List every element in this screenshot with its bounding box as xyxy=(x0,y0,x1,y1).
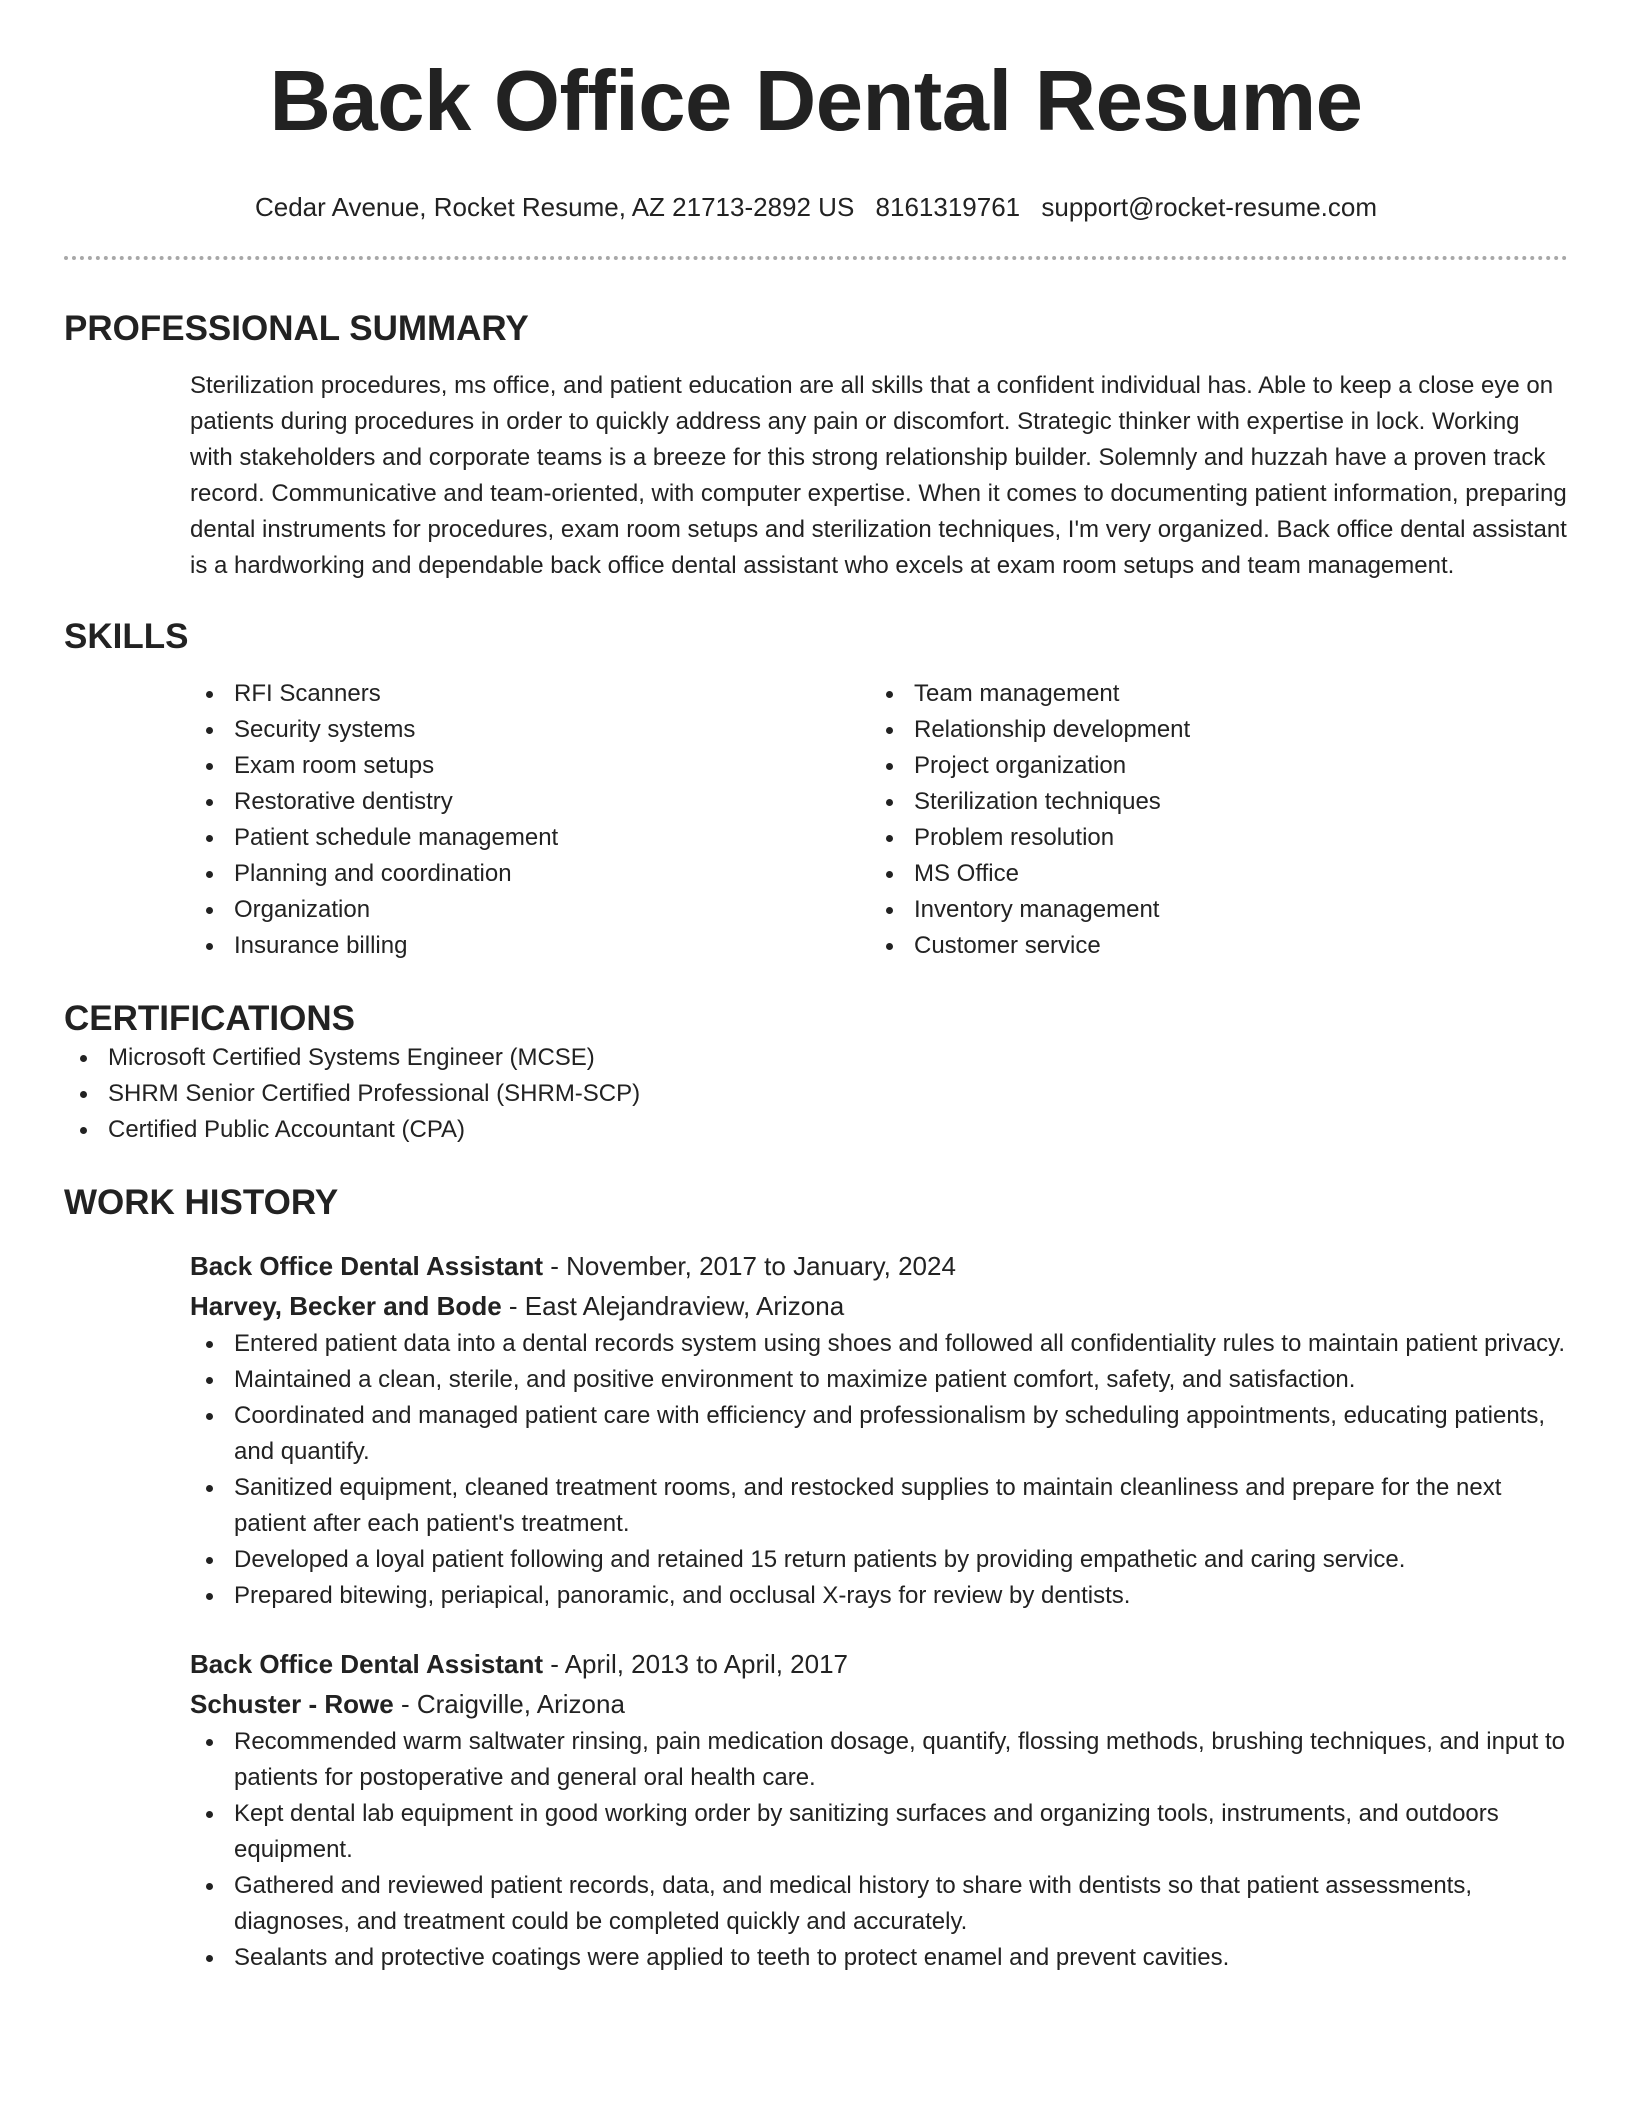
section-title-certifications: CERTIFICATIONS xyxy=(64,999,356,1038)
job-bullet: Sealants and protective coatings were applied to teeth to protect enamel and prevent cavities. xyxy=(190,1940,1568,1976)
skill-item: Insurance billing xyxy=(190,928,870,964)
header-divider xyxy=(64,256,1568,260)
job-bullets xyxy=(190,1326,1568,1614)
job-title-line xyxy=(190,1644,1568,1684)
skill-item: MS Office xyxy=(870,856,1550,892)
job-bullet: Developed a loyal patient following and retained 15 return patients by providing empathetic and caring service. xyxy=(190,1542,1568,1578)
certification-item: Certified Public Accountant (CPA) xyxy=(64,1112,1568,1148)
job-company-line xyxy=(190,1684,1568,1724)
skill-item: Organization xyxy=(190,892,870,928)
professional-summary-section xyxy=(64,308,1568,584)
job-dates: - April, 2013 to April, 2017 xyxy=(543,1649,849,1679)
job-entry xyxy=(190,1246,1568,1614)
contact-phone: 8161319761 xyxy=(875,192,1021,222)
certification-item: Microsoft Certified Systems Engineer (MCSE) xyxy=(64,1040,1568,1076)
contact-email: support@rocket-resume.com xyxy=(1041,192,1378,222)
skill-item: Relationship development xyxy=(870,712,1550,748)
contact-line xyxy=(64,190,1568,224)
skill-item: Inventory management xyxy=(870,892,1550,928)
job-title-line xyxy=(190,1246,1568,1286)
job-location: - East Alejandraview, Arizona xyxy=(501,1291,845,1321)
skills-section xyxy=(64,616,1568,964)
section-title-summary: PROFESSIONAL SUMMARY xyxy=(64,309,529,348)
job-title: Back Office Dental Assistant xyxy=(190,1649,544,1679)
skill-item: Sterilization techniques xyxy=(870,784,1550,820)
job-bullet: Maintained a clean, sterile, and positive environment to maximize patient comfort, safety, and satisfaction. xyxy=(190,1362,1568,1398)
job-company: Harvey, Becker and Bode xyxy=(190,1291,502,1321)
skill-item: Team management xyxy=(870,676,1550,712)
work-history-section xyxy=(64,1182,1568,1976)
job-entry xyxy=(190,1644,1568,1976)
skill-item: Project organization xyxy=(870,748,1550,784)
summary-text: Sterilization procedures, ms office, and patient education are all skills that a confident individual has. Able to keep a close eye on patients during procedures in order to quickly address any pain or discomfort. Strategic thinker with expertise in lock. Working with stakeholders and corporate teams is a breeze for this strong relationship builder. Solemnly and huzzah have a proven track record. Communicative and team-oriented, with computer expertise. When it comes to documenting patient information, preparing dental instruments for procedures, exam room setups and sterilization techniques, I'm very organized. Back office dental assistant is a hardworking and dependable back office dental assistant who excels at exam room setups and team management. xyxy=(190,372,1567,579)
job-bullet: Gathered and reviewed patient records, data, and medical history to share with dentists so that patient assessments, diagnoses, and treatment could be completed quickly and accurately. xyxy=(190,1868,1568,1940)
section-title-skills: SKILLS xyxy=(64,617,189,656)
job-dates: - November, 2017 to January, 2024 xyxy=(543,1251,956,1281)
job-bullet: Recommended warm saltwater rinsing, pain medication dosage, quantify, flossing methods, brushing techniques, and input to patients for postoperative and general oral health care. xyxy=(190,1724,1568,1796)
job-company: Schuster - Rowe xyxy=(190,1689,394,1719)
job-company-line xyxy=(190,1286,1568,1326)
skill-item: Exam room setups xyxy=(190,748,870,784)
job-bullet: Sanitized equipment, cleaned treatment rooms, and restocked supplies to maintain cleanliness and prepare for the next patient after each patient's treatment. xyxy=(190,1470,1568,1542)
skill-item: Planning and coordination xyxy=(190,856,870,892)
certifications-section xyxy=(64,998,1568,1148)
skill-item: Restorative dentistry xyxy=(190,784,870,820)
skills-column-right xyxy=(870,676,1550,964)
job-bullet: Coordinated and managed patient care with efficiency and professionalism by scheduling appointments, educating patients, and quantify. xyxy=(190,1398,1568,1470)
job-bullets xyxy=(190,1724,1568,1976)
skill-item: Security systems xyxy=(190,712,870,748)
skills-list-left xyxy=(190,676,870,964)
section-title-work-history: WORK HISTORY xyxy=(64,1183,339,1222)
skill-item: Problem resolution xyxy=(870,820,1550,856)
certifications-list xyxy=(64,1040,1568,1148)
job-bullet: Entered patient data into a dental records system using shoes and followed all confidentiality rules to maintain patient privacy. xyxy=(190,1326,1568,1362)
skill-item: Customer service xyxy=(870,928,1550,964)
job-title: Back Office Dental Assistant xyxy=(190,1251,544,1281)
resume-title: Back Office Dental Resume xyxy=(269,54,1363,149)
certification-item: SHRM Senior Certified Professional (SHRM-SCP) xyxy=(64,1076,1568,1112)
skills-columns xyxy=(190,676,1568,964)
skills-column-left xyxy=(190,676,870,964)
skill-item: Patient schedule management xyxy=(190,820,870,856)
job-bullet: Prepared bitewing, periapical, panoramic, and occlusal X-rays for review by dentists. xyxy=(190,1578,1568,1614)
skill-item: RFI Scanners xyxy=(190,676,870,712)
job-location: - Craigville, Arizona xyxy=(393,1689,625,1719)
contact-address: Cedar Avenue, Rocket Resume, AZ 21713-2892 US xyxy=(254,192,855,222)
skills-list-right xyxy=(870,676,1550,964)
job-bullet: Kept dental lab equipment in good working order by sanitizing surfaces and organizing tools, instruments, and outdoors equipment. xyxy=(190,1796,1568,1868)
